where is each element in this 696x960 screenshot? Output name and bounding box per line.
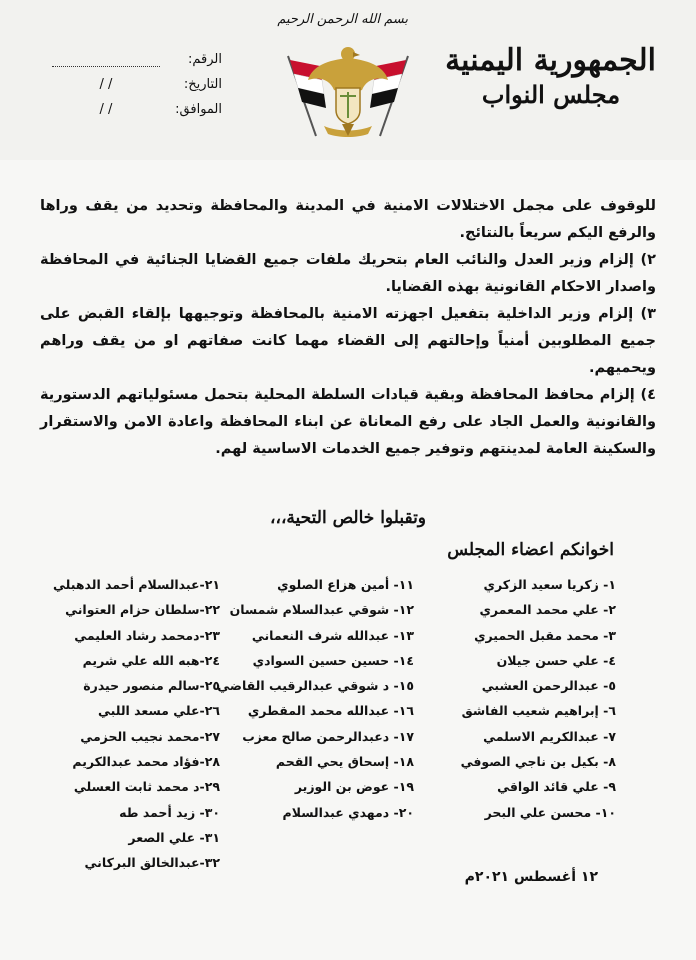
member-item: ٧- عبدالكريم الاسلمي: [483, 728, 616, 744]
intro-paragraph: للوقوف على مجمل الاختلالات الامنية في المدينة والمحافظة وتحديد من يقف وراها والرفع اليكم سريعاً بالنتائج.: [40, 198, 656, 241]
parliament-title: مجلس النواب: [481, 80, 621, 109]
item-3: ٣) إلزام وزير الداخلية بتفعيل اجهزته الامنية بالمحافظة وتوجيهها بإلقاء القبض على جميع المطلوبين أمنياً وإحالتهم إلى القضاء مهما كانت صفاتهم او من يقف وراهم ويحميهم.: [40, 306, 656, 376]
member-item: ٤- علي حسن جيلان: [496, 652, 616, 668]
letter-date: ١٢ أغسطس ٢٠٢١م: [464, 869, 598, 885]
member-item: ٢٥-سالم منصور حيدرة: [83, 678, 220, 694]
ref-number-line: [52, 66, 160, 67]
reference-block: [52, 52, 222, 127]
item-2: ٢) إلزام وزير العدل والنائب العام بتحريك ملفات جميع القضايا الجنائية في المحافظة واصدار الاحكام القانونية بهذه القضايا.: [40, 252, 656, 295]
members-column-1: [436, 572, 616, 825]
member-item: ١٢- شوقي عبدالسلام شمسان: [229, 602, 414, 618]
republic-title: الجمهورية اليمنية: [445, 43, 656, 78]
members-heading: اخوانكم اعضاء المجلس: [447, 540, 614, 560]
date-label: التاريخ:: [183, 77, 222, 92]
corresponding-label: الموافق:: [175, 102, 222, 117]
date-row: [52, 77, 222, 102]
member-item: ٢- علي محمد المعمري: [479, 602, 616, 618]
member-item: ١١- أمين هزاع الصلوي: [277, 577, 414, 592]
member-item: ٢٣-دمحمد رشاد العليمي: [74, 627, 220, 643]
members-column-3: [20, 572, 220, 876]
member-item: ١٦- عبدالله محمد المقطري: [247, 703, 414, 719]
member-item: ١٨- إسحاق يحي القحم: [275, 754, 414, 770]
member-item: ١٥- د شوقي عبدالرقيب القاضي: [217, 678, 414, 694]
closing-greeting: وتقبلوا خالص التحية،،،: [269, 508, 427, 528]
member-item: ٢٠- دمهدي عبدالسلام: [282, 804, 414, 820]
member-item: ٨- بكيل بن ناجي الصوفي: [460, 754, 616, 770]
basmala: بسم الله الرحمن الرحيم: [277, 12, 408, 27]
member-item: ١- زكريا سعيد الزكري: [483, 577, 616, 592]
member-item: ٥- عبدالرحمن العشبي: [481, 678, 616, 694]
member-item: ٦- إبراهيم شعيب الفاشق: [461, 703, 616, 719]
member-item: ٢٢-سلطان حزام العتواني: [65, 602, 220, 618]
ref-number-row: [52, 52, 222, 77]
member-item: ٢١-عبدالسلام أحمد الدهبلي: [53, 577, 220, 592]
ref-number-label: الرقم:: [188, 52, 222, 67]
member-item: ٢٦-علي مسعد اللبي: [97, 703, 220, 719]
member-item: ١٠- محسن علي البحر: [484, 804, 616, 820]
member-item: ٢٤-هبه الله علي شريم: [82, 652, 220, 668]
corresponding-row: [52, 102, 222, 127]
member-item: ٢٨-فؤاد محمد عبدالكريم: [72, 754, 220, 770]
item-4: ٤) إلزام محافظ المحافظة وبقية قيادات السلطة المحلية بتحمل مسئولياتهم الدستورية والقانونية والعمل الجاد على رفع المعاناة عن ابناء المحافظة واعادة الامن والاستقرار والسكينة العامة لمدينتهم وتوفير جميع الخدمات الاساسية لهم.: [40, 387, 656, 457]
member-item: ٢٩-د محمد ثابت العسلي: [73, 779, 220, 795]
yemen-emblem-icon: [268, 36, 428, 146]
date-value: / /: [99, 77, 113, 92]
letter-body: [40, 193, 656, 463]
member-item: ٣٠- زيد أحمد طه: [119, 804, 220, 820]
member-item: ١٣- عبدالله شرف النعماني: [251, 627, 414, 643]
member-item: ٩- علي قائد الواقي: [497, 779, 616, 795]
corresponding-value: / /: [99, 102, 113, 117]
members-column-2: [217, 572, 414, 825]
member-item: ١٩- عوض بن الوزير: [294, 779, 414, 795]
letterhead-title: [446, 42, 656, 110]
member-item: ١٤- حسين حسين السوادي: [252, 652, 414, 668]
member-item: ٣٢-عبدالخالق البركاني: [84, 855, 220, 871]
member-item: ٣١- علي الصعر: [128, 829, 220, 845]
member-item: ٣- محمد مقبل الحميري: [474, 627, 616, 643]
member-item: ١٧- دعبدالرحمن صالح معزب: [242, 728, 414, 744]
letterhead: [0, 0, 696, 160]
member-item: ٢٧-محمد نجيب الحزمي: [80, 728, 220, 744]
